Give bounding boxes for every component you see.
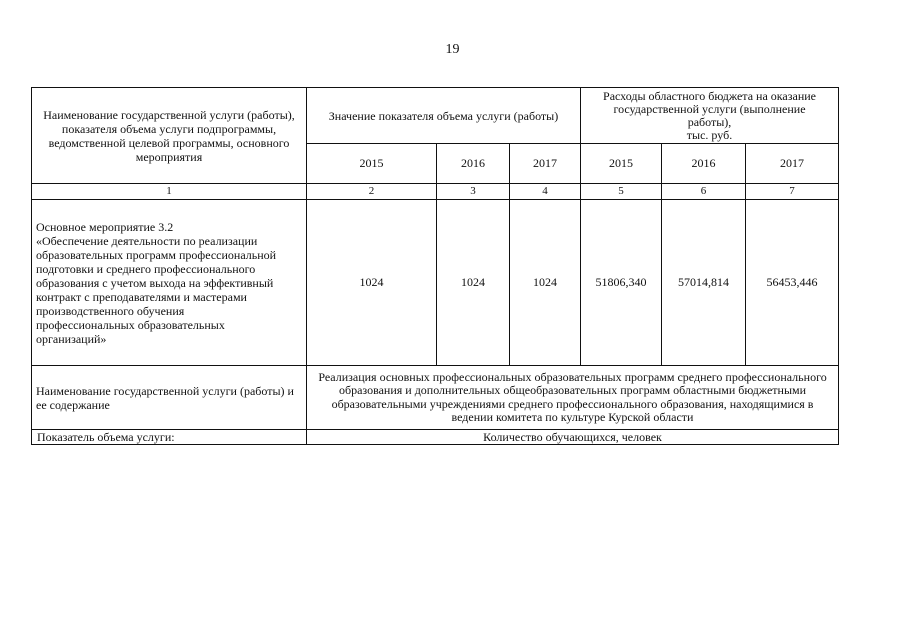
expense-2017: 56453,446	[746, 200, 839, 366]
column-index: 6	[662, 184, 746, 200]
header-expense-line: Расходы областного бюджета на оказание	[603, 88, 816, 103]
main-activity-name	[32, 200, 307, 366]
main-activity-line: организаций»	[36, 331, 107, 346]
main-activity-row	[32, 200, 839, 366]
main-activity-line: образовательных программ профессиональной	[36, 247, 277, 262]
header-expense-line: тыс. руб.	[686, 127, 733, 142]
value-2015: 1024	[307, 200, 437, 366]
header-expense-cell	[581, 88, 839, 144]
header-expense-line: работы),	[687, 114, 732, 129]
service-label: Наименование государственной услуги (работы) и ее содержание	[32, 366, 307, 430]
main-activity-line: подготовки и среднего профессионального	[36, 261, 256, 276]
main-activity-line: образования с учетом выхода на эффективный	[36, 275, 274, 290]
expense-2015: 51806,340	[581, 200, 662, 366]
column-index: 5	[581, 184, 662, 200]
indicator-row	[32, 430, 839, 445]
year-cell: 2017	[510, 144, 581, 184]
year-cell: 2017	[746, 144, 839, 184]
main-activity-line: контракт с преподавателями и мастерами	[36, 289, 247, 304]
header-value-cell: Значение показателя объема услуги (работы)	[307, 88, 581, 144]
page-number: 19	[445, 42, 460, 57]
column-index: 3	[437, 184, 510, 200]
year-cell: 2016	[437, 144, 510, 184]
main-activity-line: «Обеспечение деятельности по реализации	[36, 233, 258, 248]
header-name-cell: Наименование государственной услуги (работы), показателя объема услуги подпрограммы, ведомственной целевой программы, основного мероприятия	[32, 88, 307, 184]
column-index: 2	[307, 184, 437, 200]
main-activity-line: Основное мероприятие 3.2	[36, 219, 174, 234]
year-cell: 2016	[662, 144, 746, 184]
service-description: Реализация основных профессиональных образовательных программ среднего профессионального образования и дополнительных общеобразовательных программ областными бюджетными образовательными учреждениями среднего профессионального образования, находящимися в ведении комитета по культуре Курской области	[307, 366, 839, 430]
main-activity-line: профессиональных образовательных	[36, 317, 225, 332]
value-2017: 1024	[510, 200, 581, 366]
service-table	[31, 87, 839, 445]
year-cell: 2015	[307, 144, 437, 184]
column-index: 1	[32, 184, 307, 200]
indicator-label: Показатель объема услуги:	[32, 430, 307, 445]
main-activity-line: производственного обучения	[36, 303, 185, 318]
expense-2016: 57014,814	[662, 200, 746, 366]
column-index-row	[32, 184, 839, 200]
header-row-top	[32, 88, 839, 144]
service-row	[32, 366, 839, 430]
column-index: 4	[510, 184, 581, 200]
indicator-value: Количество обучающихся, человек	[307, 430, 839, 445]
header-expense-line: государственной услуги (выполнение	[613, 101, 806, 116]
value-2016: 1024	[437, 200, 510, 366]
year-cell: 2015	[581, 144, 662, 184]
column-index: 7	[746, 184, 839, 200]
